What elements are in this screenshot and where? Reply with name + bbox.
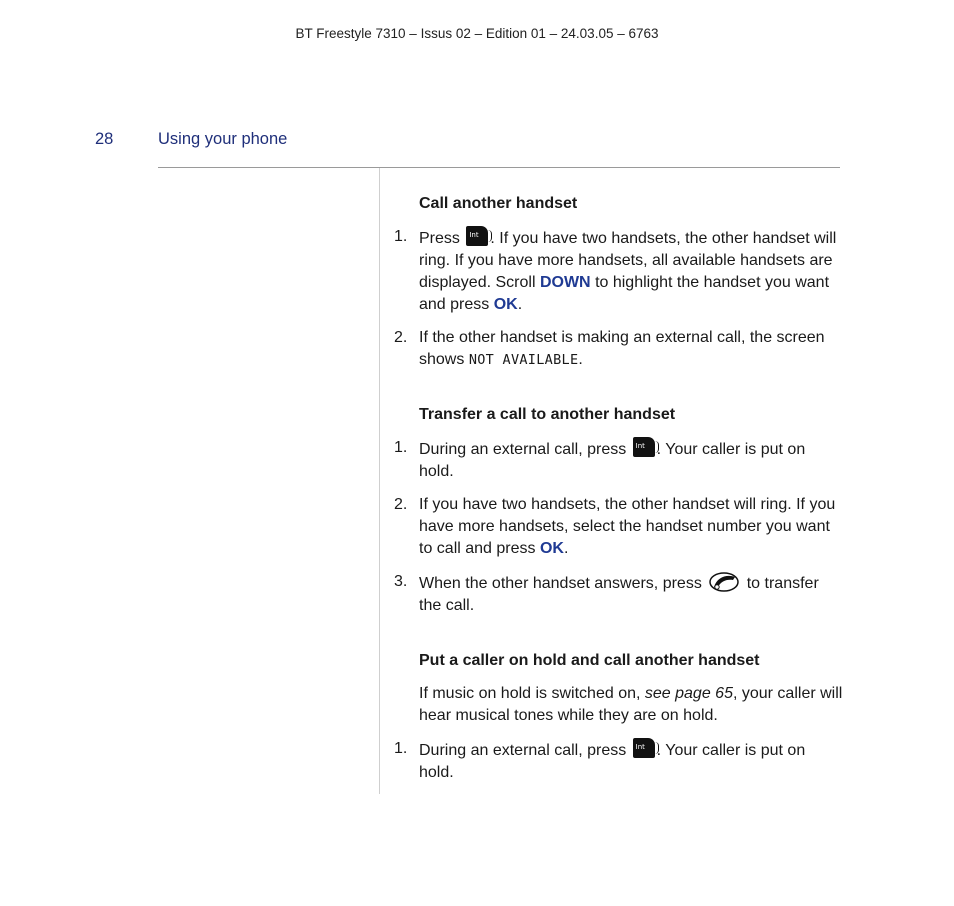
column-divider <box>379 168 380 794</box>
paragraph <box>419 683 844 727</box>
page-number: 28 <box>95 130 114 148</box>
document-header: BT Freestyle 7310 – Issus 02 – Edition 01 – 24.03.05 – 6763 <box>295 26 659 41</box>
step-text-part: to transfer the call. <box>419 575 819 614</box>
int-key-label: Int <box>469 231 479 239</box>
step-text <box>419 437 844 483</box>
key-ok: OK <box>539 540 564 557</box>
list-item <box>394 494 844 560</box>
step-text <box>419 738 844 784</box>
list-item <box>394 571 844 617</box>
step-text-part: . Your caller is put on hold. <box>419 441 806 480</box>
step-text-part: Press <box>419 230 460 247</box>
heading-hold-call: Put a caller on hold and call another handset <box>419 652 760 669</box>
step-text-part: During an external call, press <box>419 441 627 458</box>
heading-call-another-handset: Call another handset <box>419 195 578 212</box>
step-number: 1. <box>394 439 408 456</box>
step-number: 1. <box>394 228 408 245</box>
step-text <box>419 494 844 560</box>
step-number: 2. <box>394 496 408 513</box>
talk-phone-icon <box>709 571 739 593</box>
heading-transfer-call: Transfer a call to another handset <box>419 406 676 423</box>
step-text-part: During an external call, press <box>419 742 627 759</box>
step-number: 1. <box>394 740 408 757</box>
paragraph-part: , your caller will hear musical tones while they are on hold. <box>419 685 843 724</box>
step-text-part: . If you have two handsets, the other handset will ring. If you have more handsets, all available handsets are displayed. Scroll <box>419 230 837 291</box>
step-text-part: When the other handset answers, press <box>419 575 702 592</box>
key-ok: OK <box>493 296 518 313</box>
step-text-part: If the other handset is making an external call, the screen shows <box>419 329 825 368</box>
list-item <box>394 327 844 371</box>
step-text <box>419 226 844 316</box>
step-text-part: If you have two handsets, the other handset will ring. If you have more handsets, select the handset number you want to call and press <box>419 496 836 557</box>
step-text-part: to highlight the handset you want and press <box>419 274 830 313</box>
header-divider <box>158 167 840 168</box>
step-number: 3. <box>394 573 408 590</box>
int-key-icon <box>633 738 655 758</box>
step-text-end: . <box>578 351 583 368</box>
key-down: DOWN <box>539 274 591 291</box>
step-text-part: . Your caller is put on hold. <box>419 742 806 781</box>
list-item <box>394 738 844 784</box>
display-message: NOT AVAILABLE <box>468 352 579 368</box>
list-item <box>394 226 844 316</box>
paragraph-part: If music on hold is switched on, <box>419 685 641 702</box>
step-number: 2. <box>394 329 408 346</box>
step-text <box>419 327 844 371</box>
step-text <box>419 571 844 617</box>
step-text-end: . <box>517 296 523 313</box>
page-reference: see page 65 <box>644 685 733 702</box>
int-key-icon <box>633 437 655 457</box>
section-title: Using your phone <box>158 130 288 148</box>
int-key-label: Int <box>635 743 645 751</box>
step-text-end: . <box>563 540 569 557</box>
int-key-label: Int <box>635 442 645 450</box>
content-column <box>394 193 844 795</box>
list-item <box>394 437 844 483</box>
int-key-icon <box>466 226 488 246</box>
